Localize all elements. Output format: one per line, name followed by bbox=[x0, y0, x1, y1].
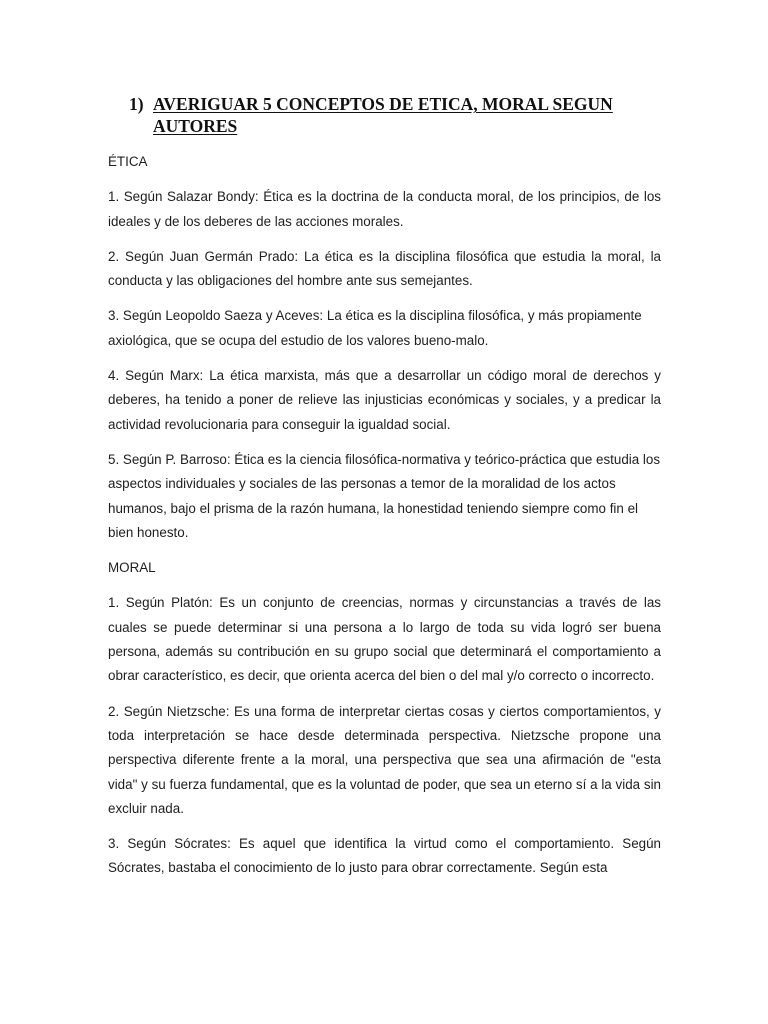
document-body bbox=[108, 150, 661, 892]
section-etica bbox=[108, 150, 661, 545]
moral-item-1: 1. Según Platón: Es un conjunto de creencias, normas y circunstancias a través de las cuales se puede determinar si una persona a lo largo de toda su vida logró ser buena persona, además su contribución en su grupo social que determinará el comportamiento a obrar característico, es decir, que orienta acerca del bien o del mal y/o correcto o incorrecto. bbox=[108, 595, 661, 684]
moral-item-3: 3. Según Sócrates: Es aquel que identifica la virtud como el comportamiento. Según Sócrates, bastaba el conocimiento de lo justo para obrar correctamente. Según esta bbox=[108, 836, 661, 876]
section-title-moral: MORAL bbox=[108, 560, 156, 576]
heading-title: AVERIGUAR 5 CONCEPTOS DE ETICA, MORAL SEGUN AUTORES bbox=[153, 94, 613, 136]
etica-item-1: 1. Según Salazar Bondy: Ética es la doctrina de la conducta moral, de los principios, de los ideales y de los deberes de las acciones morales. bbox=[108, 189, 661, 229]
section-title-etica: ÉTICA bbox=[108, 154, 148, 169]
etica-item-3: 3. Según Leopoldo Saeza y Aceves: La ética es la disciplina filosófica, y más propiamente axiológica, que se ocupa del estudio de los valores bueno-malo. bbox=[108, 308, 642, 348]
heading-number: 1) bbox=[129, 94, 144, 114]
etica-item-5: 5. Según P. Barroso: Ética es la ciencia filosófica-normativa y teórico-práctica que estudia los aspectos individuales y sociales de las personas a temor de la moralidad de los actos humanos, bajo el prisma de la razón humana, la honestidad teniendo siempre como fin el bien honesto. bbox=[108, 451, 661, 540]
moral-item-2: 2. Según Nietzsche: Es una forma de interpretar ciertas cosas y ciertos comportamientos, y toda interpretación se hace desde determinada perspectiva. Nietzsche propone una perspectiva diferente frente a la moral, una perspectiva que sea una afirmación de "esta vida" y su fuerza fundamental, que es la voluntad de poder, que sea un eterno sí a la vida sin excluir nada. bbox=[108, 703, 661, 816]
document-heading bbox=[129, 93, 649, 137]
section-moral bbox=[108, 556, 661, 881]
etica-item-4: 4. Según Marx: La ética marxista, más que a desarrollar un código moral de derechos y deberes, ha tenido a poner de relieve las injusticias económicas y sociales, y a predicar la actividad revolucionaria para conseguir la igualdad social. bbox=[108, 368, 661, 432]
etica-item-2: 2. Según Juan Germán Prado: La ética es la disciplina filosófica que estudia la moral, la conducta y las obligaciones del hombre ante sus semejantes. bbox=[108, 248, 661, 289]
